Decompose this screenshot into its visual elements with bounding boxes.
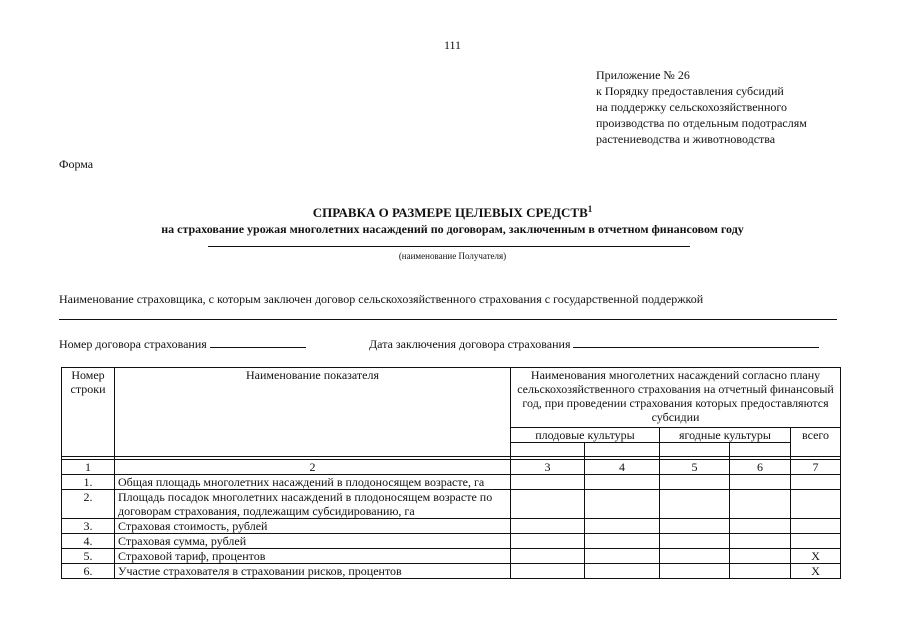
document-subtitle: на страхование урожая многолетних насаждений по договорам, заключенным в отчетном финансовом году <box>161 222 744 236</box>
value-cell[interactable] <box>660 534 730 549</box>
recipient-name-field[interactable] <box>208 246 690 247</box>
column-number: 2 <box>115 460 511 475</box>
header-indicator: Наименование показателя <box>115 368 511 457</box>
header-row-number: Номер строки <box>62 368 115 457</box>
column-number: 4 <box>585 460 660 475</box>
footnote-mark: 1 <box>587 204 593 214</box>
table-row <box>62 549 841 564</box>
contract-number-label: Номер договора страхования <box>59 337 207 351</box>
value-cell[interactable] <box>511 490 585 519</box>
column-number: 3 <box>511 460 585 475</box>
value-cell[interactable] <box>660 549 730 564</box>
contract-date-label: Дата заключения договора страхования <box>369 337 571 351</box>
value-cell[interactable] <box>730 519 791 534</box>
value-cell[interactable] <box>730 564 791 579</box>
contract-number-field[interactable] <box>210 337 306 348</box>
column-number-row <box>62 460 841 475</box>
row-indicator: Участие страхователя в страховании рисков, процентов <box>115 564 511 579</box>
appendix-line: производства по отдельным подотраслям <box>596 116 807 130</box>
row-number: 5. <box>62 549 115 564</box>
total-cell[interactable] <box>791 475 841 490</box>
contract-date-row <box>369 337 819 352</box>
contract-number-row <box>59 337 306 352</box>
total-cell[interactable] <box>791 519 841 534</box>
value-cell[interactable] <box>511 534 585 549</box>
value-cell[interactable] <box>660 490 730 519</box>
row-number: 2. <box>62 490 115 519</box>
table-row <box>62 475 841 490</box>
row-indicator: Общая площадь многолетних насаждений в плодоносящем возрасте, га <box>115 475 511 490</box>
value-cell[interactable] <box>660 475 730 490</box>
value-cell[interactable] <box>585 534 660 549</box>
contract-date-field[interactable] <box>573 337 819 348</box>
recipient-caption: (наименование Получателя) <box>398 251 507 261</box>
value-cell[interactable] <box>730 475 791 490</box>
header-plantings: Наименования многолетних насаждений согласно плану сельскохозяйственного страхования на отчетный финансовый год, при проведении страхования которых предоставляются субсидии <box>511 368 841 428</box>
appendix-line: растениеводства и животноводства <box>596 132 776 146</box>
value-cell[interactable] <box>511 549 585 564</box>
table-row <box>62 564 841 579</box>
row-indicator: Страховая стоимость, рублей <box>115 519 511 534</box>
value-cell[interactable] <box>585 549 660 564</box>
total-cell: X <box>791 549 841 564</box>
row-indicator: Страховой тариф, процентов <box>115 549 511 564</box>
total-cell[interactable] <box>791 534 841 549</box>
insurer-name-field[interactable] <box>59 319 837 320</box>
page-number: 111 <box>443 38 462 52</box>
header-subcell <box>730 443 791 457</box>
column-number: 5 <box>660 460 730 475</box>
value-cell[interactable] <box>585 490 660 519</box>
value-cell[interactable] <box>511 564 585 579</box>
row-indicator: Страховая сумма, рублей <box>115 534 511 549</box>
value-cell[interactable] <box>660 564 730 579</box>
header-berry-crops: ягодные культуры <box>660 428 791 443</box>
indicators-table <box>61 367 841 579</box>
row-number: 3. <box>62 519 115 534</box>
header-fruit-crops: плодовые культуры <box>511 428 660 443</box>
value-cell[interactable] <box>660 519 730 534</box>
value-cell[interactable] <box>585 564 660 579</box>
row-number: 1. <box>62 475 115 490</box>
appendix-note <box>596 67 896 147</box>
insurer-label: Наименование страховщика, с которым заключен договор сельскохозяйственного страхования с государственной поддержкой <box>59 292 704 306</box>
header-subcell <box>585 443 660 457</box>
title-text: СПРАВКА О РАЗМЕРЕ ЦЕЛЕВЫХ СРЕДСТВ <box>312 205 588 220</box>
header-subcell <box>660 443 730 457</box>
appendix-line: Приложение № 26 <box>596 68 690 82</box>
value-cell[interactable] <box>585 475 660 490</box>
table-row <box>62 490 841 519</box>
form-label: Форма <box>59 157 94 171</box>
header-subcell <box>511 443 585 457</box>
total-cell: X <box>791 564 841 579</box>
table-row <box>62 534 841 549</box>
row-number: 4. <box>62 534 115 549</box>
value-cell[interactable] <box>511 519 585 534</box>
column-number: 6 <box>730 460 791 475</box>
table-row <box>62 519 841 534</box>
value-cell[interactable] <box>730 549 791 564</box>
column-number: 1 <box>62 460 115 475</box>
value-cell[interactable] <box>511 475 585 490</box>
column-number: 7 <box>791 460 841 475</box>
value-cell[interactable] <box>585 519 660 534</box>
appendix-line: к Порядку предоставления субсидий <box>596 84 784 98</box>
value-cell[interactable] <box>730 490 791 519</box>
value-cell[interactable] <box>730 534 791 549</box>
total-cell[interactable] <box>791 490 841 519</box>
header-total: всего <box>791 428 841 457</box>
appendix-line: на поддержку сельскохозяйственного <box>596 100 788 114</box>
row-indicator: Площадь посадок многолетних насаждений в плодоносящем возрасте по договорам страхования, подлежащим субсидированию, га <box>115 490 511 519</box>
document-title <box>0 204 905 221</box>
row-number: 6. <box>62 564 115 579</box>
